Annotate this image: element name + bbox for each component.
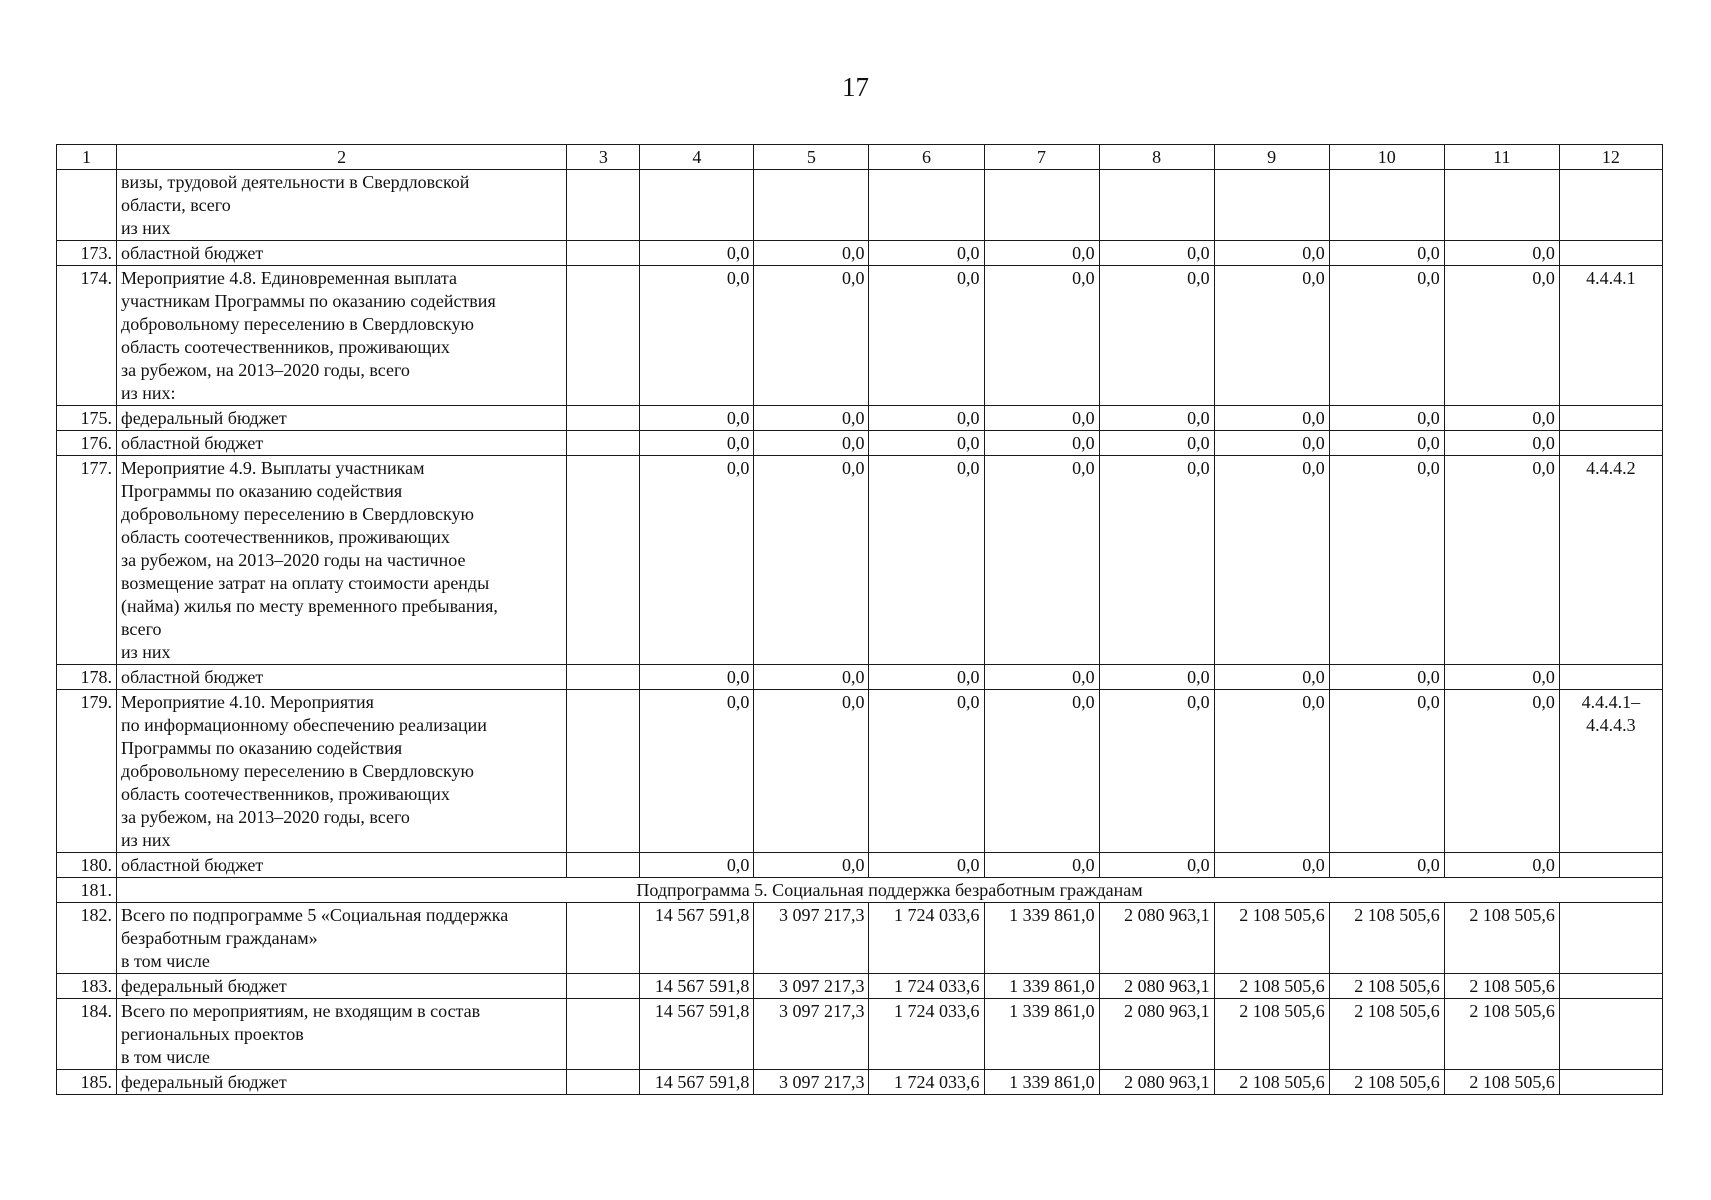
value-cell-col-6: 0,0: [869, 853, 984, 878]
value-cell-col-6: 0,0: [869, 456, 984, 665]
row-number: 179.: [57, 690, 117, 853]
value-cell-col-7: 1 339 861,0: [984, 999, 1099, 1070]
header-cell-12: 12: [1559, 145, 1662, 170]
indicator-code: 4.4.4.1– 4.4.4.3: [1559, 690, 1662, 853]
table-row: [57, 974, 1663, 999]
row-number: [57, 170, 117, 241]
row-number: 175.: [57, 406, 117, 431]
table-row: [57, 431, 1663, 456]
indicator-code: [1559, 974, 1662, 999]
indicator-code: [1559, 170, 1662, 241]
value-cell-col-7: 0,0: [984, 266, 1099, 406]
row-number: 173.: [57, 241, 117, 266]
value-cell-col-7: 1 339 861,0: [984, 974, 1099, 999]
value-cell-col-9: 0,0: [1214, 406, 1329, 431]
row-description: Мероприятие 4.8. Единовременная выплата участникам Программы по оказанию содействия добровольному переселению в Свердловскую область соотечественников, проживающих за рубежом, на 2013–2020 годы, всего из них:: [117, 266, 567, 406]
value-cell-col-11: 0,0: [1444, 431, 1559, 456]
value-cell-col-10: 2 108 505,6: [1329, 999, 1444, 1070]
row-number: 181.: [57, 878, 117, 903]
row-description: Мероприятие 4.9. Выплаты участникам Программы по оказанию содействия добровольному переселению в Свердловскую область соотечественников, проживающих за рубежом, на 2013–2020 годы на частичное возмещение затрат на оплату стоимости аренды (найма) жилья по месту временного пребывания, всего из них: [117, 456, 567, 665]
value-cell-col-6: 0,0: [869, 406, 984, 431]
indicator-code: [1559, 853, 1662, 878]
value-cell-col-10: 0,0: [1329, 690, 1444, 853]
value-cell-col-9: 0,0: [1214, 241, 1329, 266]
row-description: визы, трудовой деятельности в Свердловской области, всего из них: [117, 170, 567, 241]
value-cell-col-9: 0,0: [1214, 690, 1329, 853]
table-row: [57, 406, 1663, 431]
value-cell-col-8: 0,0: [1099, 665, 1214, 690]
header-cell-9: 9: [1214, 145, 1329, 170]
row-description: федеральный бюджет: [117, 406, 567, 431]
value-cell-col-6: 0,0: [869, 690, 984, 853]
value-cell-col-5: 3 097 217,3: [754, 999, 869, 1070]
value-cell-col-5: 0,0: [754, 665, 869, 690]
row-description: федеральный бюджет: [117, 974, 567, 999]
col-3-cell: [567, 999, 640, 1070]
value-cell-col-7: 1 339 861,0: [984, 1070, 1099, 1095]
indicator-code: [1559, 241, 1662, 266]
header-cell-3: 3: [567, 145, 640, 170]
value-cell-col-9: 0,0: [1214, 853, 1329, 878]
value-cell-col-6: 1 724 033,6: [869, 903, 984, 974]
value-cell-col-4: 0,0: [640, 853, 754, 878]
table-row: [57, 690, 1663, 853]
table-header-row: [57, 145, 1663, 170]
table-row: [57, 170, 1663, 241]
value-cell-col-8: 0,0: [1099, 266, 1214, 406]
indicator-code: [1559, 999, 1662, 1070]
value-cell-col-11: 0,0: [1444, 266, 1559, 406]
value-cell-col-7: 0,0: [984, 456, 1099, 665]
value-cell-col-6: 1 724 033,6: [869, 974, 984, 999]
value-cell-col-4: 14 567 591,8: [640, 999, 754, 1070]
value-cell-col-11: [1444, 170, 1559, 241]
value-cell-col-8: 0,0: [1099, 853, 1214, 878]
value-cell-col-6: 1 724 033,6: [869, 999, 984, 1070]
budget-table: [56, 144, 1663, 1095]
col-3-cell: [567, 266, 640, 406]
value-cell-col-4: 0,0: [640, 665, 754, 690]
value-cell-col-6: 0,0: [869, 241, 984, 266]
value-cell-col-10: 0,0: [1329, 266, 1444, 406]
value-cell-col-11: 2 108 505,6: [1444, 1070, 1559, 1095]
value-cell-col-6: 0,0: [869, 665, 984, 690]
value-cell-col-5: 0,0: [754, 431, 869, 456]
table-row: [57, 266, 1663, 406]
row-description: Всего по подпрограмме 5 «Социальная поддержка безработным гражданам» в том числе: [117, 903, 567, 974]
value-cell-col-5: 0,0: [754, 241, 869, 266]
indicator-code: [1559, 1070, 1662, 1095]
col-3-cell: [567, 903, 640, 974]
indicator-code: [1559, 406, 1662, 431]
indicator-code: [1559, 665, 1662, 690]
header-cell-2: 2: [117, 145, 567, 170]
row-description: областной бюджет: [117, 431, 567, 456]
table-row: [57, 665, 1663, 690]
value-cell-col-5: 0,0: [754, 266, 869, 406]
value-cell-col-11: 2 108 505,6: [1444, 903, 1559, 974]
value-cell-col-9: 0,0: [1214, 266, 1329, 406]
value-cell-col-8: 0,0: [1099, 406, 1214, 431]
row-number: 176.: [57, 431, 117, 456]
col-3-cell: [567, 431, 640, 456]
value-cell-col-7: [984, 170, 1099, 241]
indicator-code: [1559, 431, 1662, 456]
row-description: областной бюджет: [117, 853, 567, 878]
value-cell-col-7: 0,0: [984, 853, 1099, 878]
table-row: [57, 456, 1663, 665]
value-cell-col-8: 0,0: [1099, 456, 1214, 665]
value-cell-col-5: 0,0: [754, 456, 869, 665]
value-cell-col-6: 0,0: [869, 431, 984, 456]
col-3-cell: [567, 665, 640, 690]
header-cell-7: 7: [984, 145, 1099, 170]
header-cell-1: 1: [57, 145, 117, 170]
value-cell-col-8: 2 080 963,1: [1099, 1070, 1214, 1095]
value-cell-col-4: 0,0: [640, 266, 754, 406]
value-cell-col-7: 0,0: [984, 406, 1099, 431]
value-cell-col-6: 1 724 033,6: [869, 1070, 984, 1095]
col-3-cell: [567, 456, 640, 665]
value-cell-col-5: 0,0: [754, 853, 869, 878]
header-cell-6: 6: [869, 145, 984, 170]
value-cell-col-4: 0,0: [640, 241, 754, 266]
value-cell-col-5: 0,0: [754, 406, 869, 431]
value-cell-col-8: 2 080 963,1: [1099, 974, 1214, 999]
value-cell-col-10: 0,0: [1329, 406, 1444, 431]
value-cell-col-7: 0,0: [984, 665, 1099, 690]
value-cell-col-7: 0,0: [984, 690, 1099, 853]
col-3-cell: [567, 406, 640, 431]
value-cell-col-11: 0,0: [1444, 690, 1559, 853]
row-description: Всего по мероприятиям, не входящим в состав региональных проектов в том числе: [117, 999, 567, 1070]
row-number: 182.: [57, 903, 117, 974]
value-cell-col-10: [1329, 170, 1444, 241]
value-cell-col-8: 0,0: [1099, 241, 1214, 266]
col-3-cell: [567, 241, 640, 266]
value-cell-col-11: 0,0: [1444, 665, 1559, 690]
value-cell-col-9: 2 108 505,6: [1214, 999, 1329, 1070]
value-cell-col-11: 0,0: [1444, 406, 1559, 431]
value-cell-col-10: 0,0: [1329, 456, 1444, 665]
col-3-cell: [567, 1070, 640, 1095]
value-cell-col-4: 0,0: [640, 431, 754, 456]
value-cell-col-9: 0,0: [1214, 431, 1329, 456]
header-cell-5: 5: [754, 145, 869, 170]
value-cell-col-9: 0,0: [1214, 456, 1329, 665]
value-cell-col-11: 0,0: [1444, 241, 1559, 266]
value-cell-col-5: 3 097 217,3: [754, 974, 869, 999]
row-number: 184.: [57, 999, 117, 1070]
value-cell-col-7: 0,0: [984, 241, 1099, 266]
value-cell-col-10: 0,0: [1329, 241, 1444, 266]
row-number: 177.: [57, 456, 117, 665]
value-cell-col-4: 0,0: [640, 456, 754, 665]
value-cell-col-8: [1099, 170, 1214, 241]
table-row: [57, 903, 1663, 974]
value-cell-col-4: 14 567 591,8: [640, 1070, 754, 1095]
value-cell-col-5: [754, 170, 869, 241]
value-cell-col-7: 0,0: [984, 431, 1099, 456]
row-number: 174.: [57, 266, 117, 406]
value-cell-col-4: 0,0: [640, 406, 754, 431]
value-cell-col-5: 3 097 217,3: [754, 1070, 869, 1095]
col-3-cell: [567, 853, 640, 878]
value-cell-col-5: 3 097 217,3: [754, 903, 869, 974]
value-cell-col-8: 2 080 963,1: [1099, 999, 1214, 1070]
header-cell-8: 8: [1099, 145, 1214, 170]
value-cell-col-10: 0,0: [1329, 665, 1444, 690]
value-cell-col-4: 0,0: [640, 690, 754, 853]
indicator-code: 4.4.4.2: [1559, 456, 1662, 665]
header-cell-10: 10: [1329, 145, 1444, 170]
row-description: федеральный бюджет: [117, 1070, 567, 1095]
value-cell-col-4: 14 567 591,8: [640, 974, 754, 999]
value-cell-col-10: 0,0: [1329, 431, 1444, 456]
indicator-code: 4.4.4.1: [1559, 266, 1662, 406]
page-number: 17: [842, 72, 869, 102]
value-cell-col-9: 2 108 505,6: [1214, 974, 1329, 999]
row-number: 183.: [57, 974, 117, 999]
col-3-cell: [567, 974, 640, 999]
indicator-code: [1559, 903, 1662, 974]
row-description: областной бюджет: [117, 241, 567, 266]
value-cell-col-7: 1 339 861,0: [984, 903, 1099, 974]
value-cell-col-10: 2 108 505,6: [1329, 903, 1444, 974]
header-cell-4: 4: [640, 145, 754, 170]
value-cell-col-9: 0,0: [1214, 665, 1329, 690]
subprogram-title: Подпрограмма 5. Социальная поддержка безработным гражданам: [117, 878, 1663, 903]
table-row: [57, 241, 1663, 266]
table-row: [57, 878, 1663, 903]
value-cell-col-10: 2 108 505,6: [1329, 974, 1444, 999]
header-cell-11: 11: [1444, 145, 1559, 170]
value-cell-col-8: 0,0: [1099, 690, 1214, 853]
value-cell-col-8: 0,0: [1099, 431, 1214, 456]
col-3-cell: [567, 690, 640, 853]
value-cell-col-9: 2 108 505,6: [1214, 1070, 1329, 1095]
row-number: 185.: [57, 1070, 117, 1095]
value-cell-col-8: 2 080 963,1: [1099, 903, 1214, 974]
col-3-cell: [567, 170, 640, 241]
row-description: областной бюджет: [117, 665, 567, 690]
value-cell-col-6: 0,0: [869, 266, 984, 406]
value-cell-col-11: 2 108 505,6: [1444, 974, 1559, 999]
value-cell-col-6: [869, 170, 984, 241]
value-cell-col-4: 14 567 591,8: [640, 903, 754, 974]
value-cell-col-10: 2 108 505,6: [1329, 1070, 1444, 1095]
table-row: [57, 999, 1663, 1070]
row-description: Мероприятие 4.10. Мероприятия по информационному обеспечению реализации Программы по оказанию содействия добровольному переселению в Свердловскую область соотечественников, проживающих за рубежом, на 2013–2020 годы, всего из них: [117, 690, 567, 853]
value-cell-col-11: 0,0: [1444, 853, 1559, 878]
value-cell-col-9: [1214, 170, 1329, 241]
value-cell-col-11: 0,0: [1444, 456, 1559, 665]
table-row: [57, 853, 1663, 878]
row-number: 178.: [57, 665, 117, 690]
table-row: [57, 1070, 1663, 1095]
value-cell-col-11: 2 108 505,6: [1444, 999, 1559, 1070]
value-cell-col-5: 0,0: [754, 690, 869, 853]
value-cell-col-4: [640, 170, 754, 241]
value-cell-col-9: 2 108 505,6: [1214, 903, 1329, 974]
value-cell-col-10: 0,0: [1329, 853, 1444, 878]
row-number: 180.: [57, 853, 117, 878]
